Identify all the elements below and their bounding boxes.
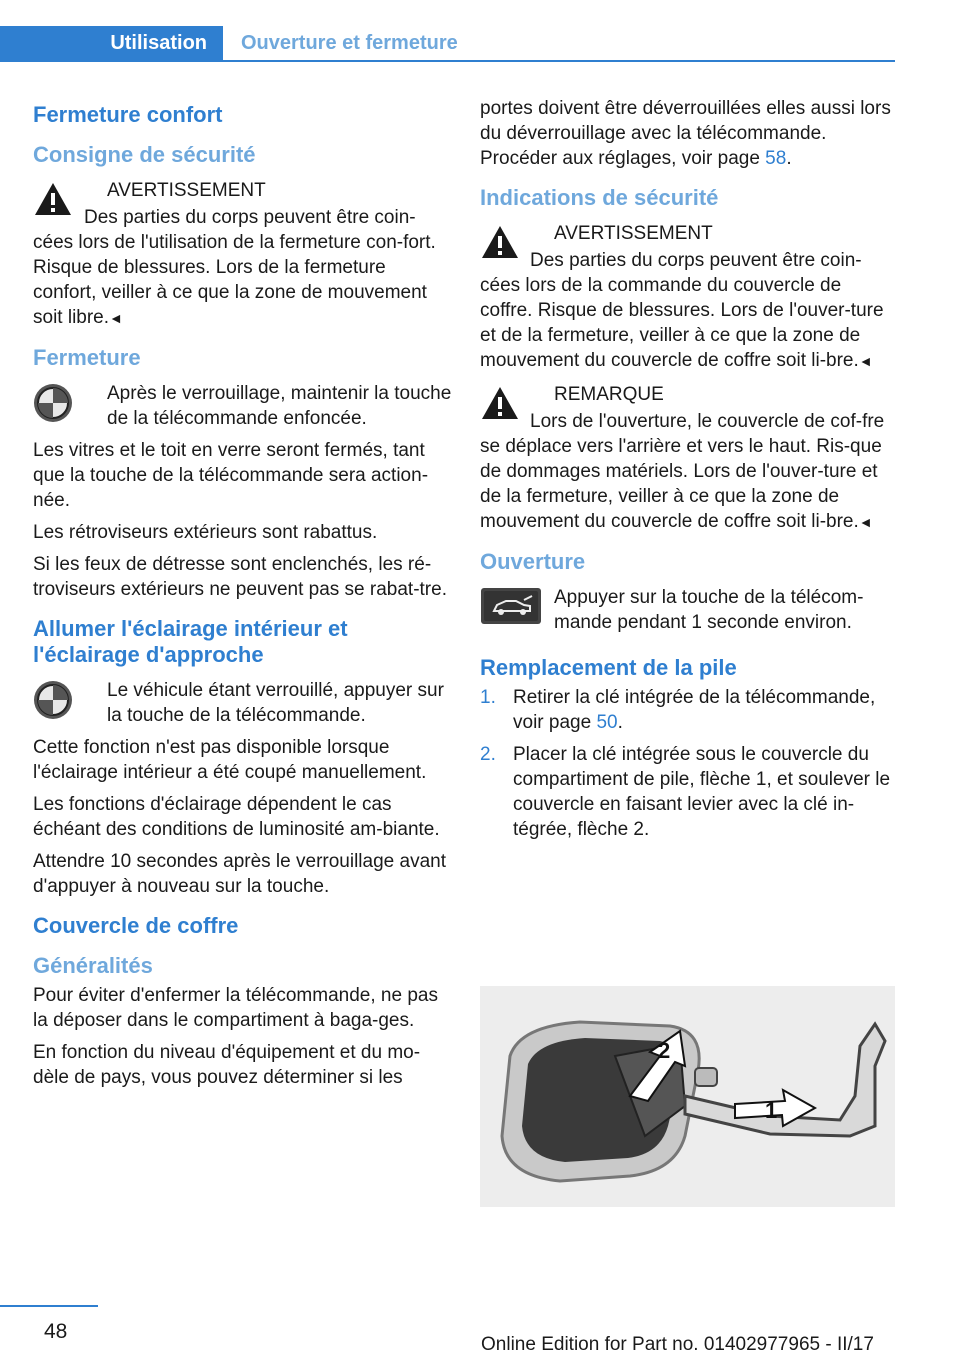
paragraph: Les rétroviseurs extérieurs sont rabattus. — [33, 522, 378, 543]
edition-info: Online Edition for Part no. 01402977965 - II/17 — [481, 1334, 874, 1355]
note-title: REMARQUE — [554, 384, 664, 405]
heading-indications-securite: Indications de sécurité — [480, 185, 719, 210]
key-fob-block-2 — [33, 678, 453, 728]
warning-triangle-icon — [480, 384, 520, 427]
page-link[interactable]: 58 — [765, 148, 787, 169]
header-rule — [0, 60, 895, 62]
warning-2-title: AVERTISSEMENT — [554, 223, 713, 244]
warning-1-text: Des parties du corps peuvent être coin-cées lors de l'utilisation de la fermeture con-fort. Risque de blessures. Lors de la fermeture confort, veiller à ce que la zone de mouvement soit libre.◄ — [33, 207, 436, 328]
steps-list — [480, 685, 896, 842]
warning-block-1 — [33, 178, 453, 331]
chapter-tab[interactable]: Utilisation — [0, 26, 223, 60]
arrow-label-1: 1 — [765, 1098, 778, 1123]
paragraph: Si les feux de détresse sont enclenchés, les ré-troviseurs extérieurs ne peuvent pas se rabat-tre. — [33, 554, 447, 600]
paragraph: Les vitres et le toit en verre seront fermés, tant que la touche de la télécommande sera action-née. — [33, 440, 429, 511]
page-link[interactable]: 50 — [596, 712, 618, 733]
heading-fermeture-confort: Fermeture confort — [33, 102, 223, 127]
warning-triangle-icon — [480, 223, 520, 266]
right-column — [480, 96, 896, 849]
heading-ouverture: Ouverture — [480, 549, 586, 574]
heading-couvercle-coffre: Couvercle de coffre — [33, 913, 239, 938]
page-header — [0, 26, 895, 62]
allumer-instruction: Le véhicule étant verrouillé, appuyer sur la touche de la télécommande. — [107, 680, 444, 726]
list-item: 2. Placer la clé intégrée sous le couvercle du compartiment de pile, flèche 1, et soulever le couvercle en faisant levier avec la clé in-tégrée, flèche 2. — [480, 744, 891, 840]
heading-generalites: Généralités — [33, 953, 153, 978]
paragraph: En fonction du niveau d'équipement et du mo-dèle de pays, vous pouvez déterminer si les — [33, 1042, 421, 1088]
footer-rule — [0, 1305, 98, 1307]
paragraph: Les fonctions d'éclairage dépendent le cas échéant des conditions de luminosité am-biante. — [33, 794, 440, 840]
note-block — [480, 382, 896, 535]
key-fob-block-1 — [33, 381, 453, 431]
heading-remplacement-pile: Remplacement de la pile — [480, 655, 737, 680]
page-number: 48 — [44, 1320, 68, 1343]
left-column — [33, 96, 453, 1097]
battery-replacement-figure — [480, 986, 895, 1207]
end-mark: ◄ — [109, 310, 123, 326]
paragraph: Attendre 10 secondes après le verrouillage avant d'appuyer à nouveau sur la touche. — [33, 851, 446, 897]
list-item: 1. Retirer la clé intégrée de la télécommande, voir page 50. — [480, 687, 876, 733]
note-text: Lors de l'ouverture, le couvercle de cof-fre se déplace vers l'arrière et vers le haut. Ris-que de dommages matériels. Lors de l'ouver-ture et de la fermeture, veiller à ce que la zone de mouvement du couvercle de coffre soit li-bre.◄ — [480, 411, 885, 532]
ouverture-instruction: Appuyer sur la touche de la télécom-mande pendant 1 seconde environ. — [554, 587, 864, 633]
warning-triangle-icon — [33, 180, 73, 223]
warning-1-title: AVERTISSEMENT — [107, 180, 266, 201]
fermeture-instruction: Après le verrouillage, maintenir la touche de la télécommande enfoncée. — [107, 383, 452, 429]
arrow-label-2: 2 — [658, 1038, 671, 1063]
heading-allumer-eclairage: Allumer l'éclairage intérieur et l'éclairage d'approche — [33, 616, 348, 667]
paragraph-continued: portes doivent être déverrouillées elles aussi lors du déverrouillage avec la télécommande. Procéder aux réglages, voir page 58. — [480, 98, 891, 169]
trunk-button-block — [480, 585, 896, 635]
key-fob-lock-icon — [33, 680, 73, 725]
heading-fermeture: Fermeture — [33, 345, 141, 370]
end-mark: ◄ — [858, 353, 873, 369]
trunk-open-icon — [480, 587, 542, 630]
paragraph: Cette fonction n'est pas disponible lorsque l'éclairage intérieur a été coupé manuellement. — [33, 737, 427, 783]
section-tab[interactable]: Ouverture et fermeture — [241, 32, 458, 54]
warning-2-text: Des parties du corps peuvent être coin-cées lors de la commande du couvercle de coffre. Risque de blessures. Lors de l'ouver-ture et de la fermeture, veiller à ce que la zone de mouvement du couvercle de coffre soit li-bre.◄ — [480, 250, 884, 371]
key-fob-lock-icon — [33, 383, 73, 428]
heading-consigne-securite: Consigne de sécurité — [33, 142, 256, 167]
warning-block-2 — [480, 221, 896, 374]
end-mark: ◄ — [858, 514, 873, 530]
paragraph: Pour éviter d'enfermer la télécommande, ne pas la déposer dans le compartiment à baga-ges. — [33, 985, 438, 1031]
